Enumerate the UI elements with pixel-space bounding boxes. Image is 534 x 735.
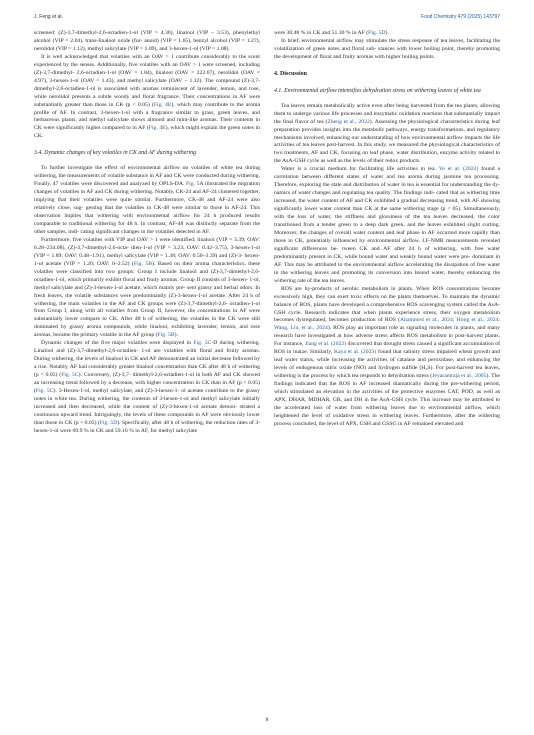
- right-column: [274, 30, 500, 429]
- figure-link[interactable]: Fig. 5D: [99, 419, 118, 426]
- paragraph: In brief, environmental airflow may stimulate the stress response of tea leaves, facilitating the volatilization of green notes and floral sub- stances with lower boiling point, thereby promoting the development of floral and fruity aromas with higher boiling points.: [274, 37, 500, 60]
- paragraph: Water is a crucial medium for facilitating life activities in tea. Ye et al. (2022) found a correlation between different states of water and tea aroma during jasmine tea processing. Therefore, exploring the state and distribution of water in tea is essential for understanding the dy- namics of water changes and regulating tea quality. The findings indi- cated that as withering time increased, the water content of AF and CK exhibited a gradual decreasing trend, with AF showing significantly lower water content than CK at the same withering stage (p < 05). Simultaneously, with the loss of water, the stiffness and glossiness of the tea leaves decreased, the color transitioned from a tender green to a deep dark green, and the leaves exhibited slight curling. Moreover, the changes of overall water content and leaf phase in AF occurred more rapidly than those in CK, potentially influenced by environmental airflow. LF-NMR measurements revealed significant differences be- tween CK and AF after 24 h of withering, with free water predominantly present in CK, while bound water and weakly bound water were pre- dominant in AF. This may be attributed to the environmental airflow accelerating the dissipation of free water in the withering leaves and promoting its conversion into bound water, thereby enhancing the withering rate of the tea leaves.: [274, 166, 500, 284]
- figure-link[interactable]: Fig. 4E: [148, 125, 166, 132]
- paragraph: Furthermore, five volatiles with VIP and OAV > 1 were identified: linalool (VIP = 3.39; OAV: 6.28–234.08), (Z)-3,7-dimethyl-2,6-octa- dien-1-ol (VIP = 3.23; OAV: 0.42–3.75), 3-hexen-1-ol (VIP = 1.89; OAV: 0.48–1.91), methyl salicylate (VIP = 1.38; OAV: 0.50–3.39) and (Z)-3- hexen-1-ol acetate (VIP = 1.20; OAV: 0–2.52) (Fig. 5B). Based on their aroma characteristics, these volatiles were classified into two groups: Group I include linalool and (Z)-3,7-dimethyl-2,6-octadien-1-ol, which primarily exhibit floral and fruity aromas. Group II consists of 3-hexen- 1-ol, methyl salicylate and (Z)-3-hexen-1-ol acetate, which mainly pre- sent grassy and herbal odors. In fresh leaves, the volatile substances were predominantly (Z)-3-hexen-1-ol acetate. After 24 h of withering, the main volatiles in the AF and CK groups were (Z)-3,7-dimethyl-2,6- octadien-1-ol from Group I, along with all volatiles from Group II, however, the concentrations in AF were substantially lower compare to CK. After 48 h of withering, the volatiles in the CK were still dominated by grassy aroma compounds, while linalool, exhibiting lavender, lemon, and rose aromas, became the primary volatile in the AF group (Fig. 5B).: [34, 236, 260, 339]
- citation-link[interactable]: Ye et al. (2022): [438, 166, 479, 173]
- paragraph: screened: (Z)-3,7-dimethyl-2,6-octadien-1-ol (VIP = 4.36), linalool (VIP − 3.53), phenylethyl alcohol (VIP = 2.04), trans-linalool oxide (fur- anoid) (VIP = 1.65), benzyl alcohol (VIP = 1.27), nerolidol (VIP = 1.12), methyl salicylate (VIP = 1.09), and 3-hexen-1-ol (VIP = 1.08).: [34, 30, 260, 52]
- page-number: 8: [265, 717, 269, 723]
- subsection-heading: 4.1. Environmental airflow intensifies dehydration stress on withering leaves of white tea: [274, 87, 481, 94]
- running-header-journal[interactable]: Food Chemistry 479 (2025) 143797: [421, 14, 500, 20]
- paragraph: ROS are by-products of aerobic metabolism in plants. When ROS concentrations become excessively high, they can exert toxic effects on the plants themselves. To maintain the dynamic balance of ROS, plants have developed a comprehensive ROS scavenging system called the AsA- GSH cycle. Research indicates that when plants experience stress, their oxygen metabolism becomes dysregulated, becomes production of ROS (Ahammed et al., 2024; Hong et al., 2024; Wang, Liu, et al., 2024). ROS play an important role as signaling molecules in plants, and many research have investigated at how adverse stress affects ROS metabolism in post-harvest plants. For instance, Jiang et al. (2022) discovered that drought stress caused a significant accumulation of ROS in maize. Similarly, Kaya et al. (2023) found that salinity stress impaired wheat growth and leaf water status, while increasing the activities of catalase and peroxidase, and enhancing the levels of endogenous nitric oxide (NO) and hydrogen sulfide (H₂S). For post-harvest tea leaves, withering is the process by which tea responds to dehydration stress (Jeyaramraja et al., 2005). The findings indicated that the ROS in AF increased dramatically during the pre-withering period, which stimulated an elevation in the activities of the protective enzymes CAT, POD, as well as APX, DHAR, MDHAR, GR, and DH in the AsA-GSH cycle. This increase may be attributed to the accelerated loss of water from withering leaves due to environmental airflow, which heightened the level of oxidative stress in withering leaves. Furthermore, after the withering process concluded, the level of APX, GSH and GSSG in AF remained elevated and: [274, 285, 500, 427]
- citation-link[interactable]: Jiang et al. (2022): [304, 341, 347, 348]
- citation-link[interactable]: Zheng et al., 2022: [327, 118, 370, 125]
- section-heading: 4. Discussion: [274, 70, 308, 77]
- figure-link[interactable]: Fig. 5: [186, 181, 200, 188]
- left-column: [34, 30, 260, 436]
- paragraph: Dynamic changes of the five major volatiles were displayed in Fig. 5C-D during withering. Linalool and (Z)-3,7-dimethyl-2,6-octadien- 1-ol are volatiles with floral and fruity aromas. During withering, the levels of linalool in CK and AF demonstrated an initial decrease followed by a rise. Notably, AF had considerably greater linalool concentration than CK after 48 h of withering (p < 0.05) (Fig. 5C). Conversely, (Z)-3,7- dimethyl-2,6-octadien-1-ol in both AF and CK showed an increasing trend followed by a decrease, with higher concentration in CK than in AF (p < 0.05) (Fig. 5C). 3-Hexen-1-ol, methyl salicylate, and (Z)-3-hexen-1- ol acetate contribute to the grassy notes in white tea. During withering, the contents of 3-hexen-1-ol and methyl salicylate initially increased and then decreased, while the content of (Z)-3-hexen-1-ol acetate demon- strated a continuous upward trend. Intriguingly, the levels of these compounds in AF were obviously lower than those in CK (p < 0.05) (Fig. 5D). Specifically, after 48 h of withering, the reduction rates of 3- hexen-1-ol were 60.9 % in CK and 59.16 % in AF, for methyl salicylate: [34, 340, 260, 434]
- figure-link[interactable]: Fig. 5B: [133, 260, 153, 267]
- running-header-authors: J. Feng et al.: [34, 14, 63, 20]
- figure-link[interactable]: Fig. 4E: [153, 101, 172, 108]
- paragraph: It is well acknowledged that volatiles with an OAV > 1 contribute considerably to the scent experienced by the senses. Additionally, five volatiles with an OAV > 1 were screened, including (Z)-3,7-dimethyl- 2,6-octadien-1-ol (OAV = 1.84), linalool (OAV = 222.67), nerolidol (OAV = 4.97), 3-hexen-1-ol (OAV = 1.43), and methyl salicylate (OAV − 1.12). The compound (Z)-3,7-dimethyl-2,6-octadien-1-ol is associated with aromas reminiscent of lavender, lemon, and rose, while nerolidol presents a subtle woody and floral fragrance. Their concentrations in AF were substantially greater than those in CK (p < 0.05) (Fig. 4E), which may contribute to the aroma profile of AF. In contrast, 3-hexen-1-ol with a fragrance similar to grass, green leaves, and herbaceous plants, and methyl salicylate shows almond and mint-like aromas. Their contents in CK were significantly higher compared to in AF (Fig. 4E), which might explain the green notes in CK.: [34, 53, 260, 140]
- figure-link[interactable]: Fig. 5C: [193, 340, 212, 347]
- citation-link[interactable]: Kaya et al. (2023): [333, 349, 377, 356]
- figure-link[interactable]: Fig. 5C: [61, 372, 79, 379]
- citation-link[interactable]: Ahammed et al., 2024; Hong et al., 2024; Wang, Liu, et al., 2024: [274, 317, 500, 332]
- figure-link[interactable]: Fig. 5B: [157, 332, 175, 339]
- paragraph: were 30.48 % in CK and 51.30 % in AF (Fig. 5D).: [274, 30, 389, 36]
- figure-link[interactable]: Fig. 5C: [35, 387, 54, 394]
- paragraph: Tea leaves remain metabolically active even after being harvested from the tea plants, allowing them to undergo various life processes and enzymatic oxidation reactions that substantially impact the final flavor of tea (Zheng et al., 2022). Assessing the physiological characteristics during leaf preparation provides insights into the metabolic pathways, energy transformations, and regulatory mechanisms involved, enhancing our understanding of how environmental airflow impacts the life activities of tea leaves post-harvest. In this study, we measured the physiological characteristics of two treatments, AF and CK, focusing on leaf phase, water distribution, enzyme activity related to the AsA-GSH cycle as well as the levels of their redox products.: [274, 102, 500, 165]
- citation-link[interactable]: Jeyaramraja et al., 2005: [432, 373, 487, 380]
- figure-link[interactable]: Fig. 5D: [368, 30, 386, 36]
- subsection-heading: 3.4. Dynamic changes of key volatiles in CK and AF during withering: [34, 150, 197, 157]
- paragraph: To further investigate the effect of environmental airflow on volatiles of white tea during withering, the measurements of volatile substance in AF and CK were conducted during withering. Finally, 47 volatiles were discovered and analyzed by OPLS-DA. Fig. 5A illustrated the migration changes of volatiles in AF and CK during withering. Notably, CK-24 and AF-24 clustered together, implying that their volatiles were quite similar. Furthermore, CK-48 and AF-24 were also relatively close, sug- gesting that the volatiles in CK-48 were similar to those in AF-24. This observation implies that withering with environmental airflow for 24 h produced results comparable to traditional withering for 48 h. In contrast, AF-48 was distinctly separate from the other samples, indi- cating significant changes in the volatiles detected in AF.: [34, 165, 260, 235]
